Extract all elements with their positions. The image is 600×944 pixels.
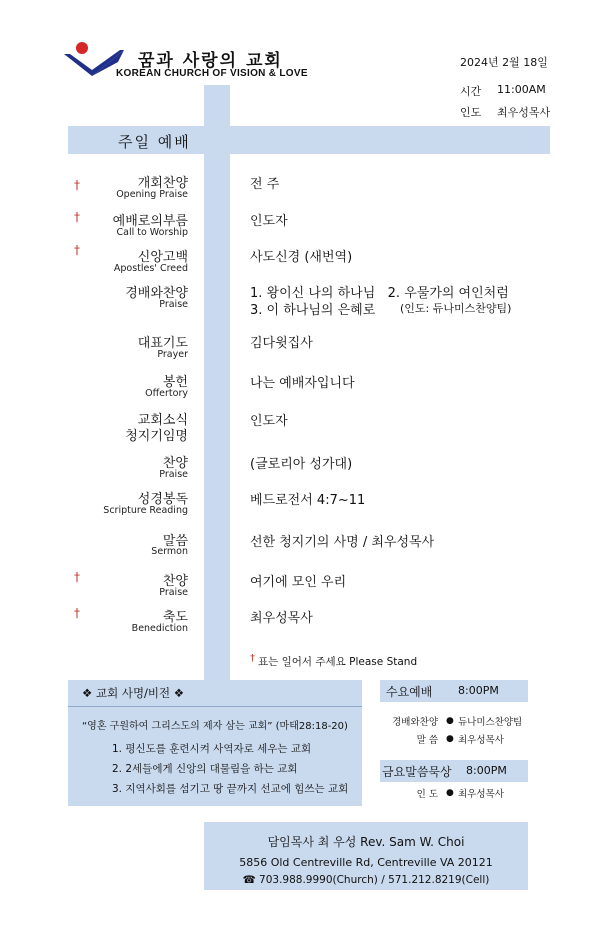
stand-cross-icon: † bbox=[74, 178, 80, 192]
order-label-ko: 찬양 bbox=[162, 574, 188, 589]
section-title: 주일 예배 bbox=[118, 133, 191, 151]
mission-box bbox=[68, 680, 362, 806]
order-label-ko: 찬양 bbox=[162, 456, 188, 471]
mission-item: 2. 2세들에게 신앙의 대물림을 하는 교회 bbox=[112, 763, 298, 775]
order-content: 전 주 bbox=[250, 177, 280, 192]
order-label-ko: 대표기도 bbox=[137, 336, 188, 351]
wednesday-title: 수요예배 bbox=[386, 685, 433, 699]
wednesday-row-value: 최우성목사 bbox=[458, 735, 504, 746]
order-content: 선한 청지기의 사명 / 최우성목사 bbox=[250, 535, 435, 550]
friday-row-label: 인 도 bbox=[416, 789, 438, 800]
footer-phone: ☎ 703.988.9990(Church) / 571.212.8219(Cell) bbox=[242, 874, 490, 886]
order-label-en: Offertory bbox=[145, 388, 188, 399]
order-content: 김다윗집사 bbox=[250, 336, 313, 351]
order-content: 베드로전서 4:7~11 bbox=[250, 493, 366, 508]
order-content: 1. 왕이신 나의 하나님 2. 우물가의 여인처럼 bbox=[250, 286, 509, 301]
order-content: 사도신경 (새번역) bbox=[250, 250, 353, 265]
order-label-en: Opening Praise bbox=[116, 189, 188, 200]
stand-cross-icon: † bbox=[74, 243, 80, 257]
order-label-ko-line2: 청지기임명 bbox=[125, 429, 188, 444]
order-label-ko: 말씀 bbox=[162, 534, 188, 549]
order-label-en: Apostles' Creed bbox=[113, 263, 188, 274]
stand-note-cross-icon: † bbox=[250, 653, 255, 664]
order-label-en: Praise bbox=[159, 587, 188, 598]
service-date: 2024년 2월 18일 bbox=[460, 56, 548, 69]
order-label-en: Scripture Reading bbox=[103, 505, 188, 516]
mission-title-underline bbox=[68, 706, 362, 707]
order-content: (글로리아 성가대) bbox=[250, 457, 353, 472]
mission-item: 1. 평신도를 훈련시켜 사역자로 세우는 교회 bbox=[112, 743, 312, 755]
order-label-ko: 신앙고백 bbox=[137, 250, 188, 265]
order-label-ko: 교회소식 bbox=[137, 413, 188, 428]
order-label-en: Sermon bbox=[151, 546, 188, 557]
stand-note: 표는 일어서 주세요 Please Stand bbox=[258, 656, 418, 668]
wednesday-row-value: 듀나미스찬양팀 bbox=[458, 717, 523, 728]
order-content: 인도자 bbox=[250, 214, 288, 229]
order-label-ko: 개회찬양 bbox=[137, 176, 188, 191]
mission-verse: “영혼 구원하여 그리스도의 제자 삼는 교회” (마태28:18-20) bbox=[82, 721, 348, 732]
order-content: 여기에 모인 우리 bbox=[250, 575, 347, 590]
wednesday-row-label: 경배와찬양 bbox=[392, 717, 438, 728]
order-label-en: Praise bbox=[159, 299, 188, 310]
stand-cross-icon: † bbox=[74, 210, 80, 224]
friday-title: 금요말씀묵상 bbox=[382, 765, 452, 779]
time-value: 11:00AM bbox=[497, 83, 546, 96]
stand-cross-icon: † bbox=[74, 570, 80, 584]
order-content-note: (인도: 듀나미스찬양팀) bbox=[400, 302, 512, 315]
order-content: 나는 예배자입니다 bbox=[250, 376, 355, 391]
friday-header bbox=[380, 760, 528, 782]
order-content: 인도자 bbox=[250, 414, 288, 429]
leader-label: 인도 bbox=[460, 106, 482, 119]
vertical-band bbox=[204, 85, 230, 685]
friday-row-value: 최우성목사 bbox=[458, 789, 504, 800]
wednesday-time: 8:00PM bbox=[458, 684, 499, 697]
church-name-en: KOREAN CHURCH OF VISION & LOVE bbox=[116, 68, 308, 79]
bullet-icon: ● bbox=[446, 716, 454, 726]
order-label-ko: 축도 bbox=[162, 610, 188, 625]
bullet-icon: ● bbox=[446, 788, 454, 798]
time-label: 시간 bbox=[460, 85, 482, 98]
leader-value: 최우성목사 bbox=[497, 106, 551, 119]
order-label-en: Prayer bbox=[157, 349, 188, 360]
order-label-ko: 성경봉독 bbox=[137, 492, 188, 507]
stand-cross-icon: † bbox=[74, 606, 80, 620]
wednesday-row-label: 말 씀 bbox=[416, 735, 438, 746]
wednesday-header bbox=[380, 680, 528, 702]
order-label-en: Benediction bbox=[131, 623, 188, 634]
order-label-en: Call to Worship bbox=[116, 227, 188, 238]
order-label-ko: 경배와찬양 bbox=[125, 286, 188, 301]
order-label-ko: 예배로의부름 bbox=[112, 214, 188, 229]
footer-address: 5856 Old Centreville Rd, Centreville VA 20121 bbox=[239, 856, 493, 869]
mission-item: 3. 지역사회를 섬기고 땅 끝까지 선교에 힘쓰는 교회 bbox=[112, 783, 349, 795]
friday-time: 8:00PM bbox=[466, 764, 507, 777]
bullet-icon: ● bbox=[446, 734, 454, 744]
mission-title: ❖ 교회 사명/비전 ❖ bbox=[82, 686, 185, 700]
order-label-ko: 봉헌 bbox=[162, 375, 188, 390]
order-content: 최우성목사 bbox=[250, 611, 313, 626]
order-content-line2: 3. 이 하나님의 은혜로 bbox=[250, 303, 376, 318]
church-name-ko: 꿈과 사랑의 교회 bbox=[138, 51, 283, 71]
order-label-en: Praise bbox=[159, 469, 188, 480]
footer-pastor: 담임목사 최 우성 Rev. Sam W. Choi bbox=[267, 835, 465, 849]
